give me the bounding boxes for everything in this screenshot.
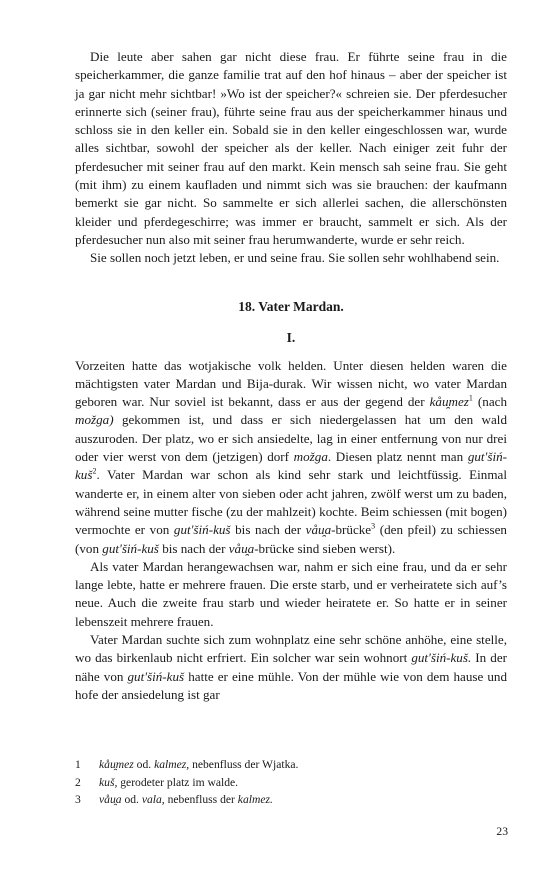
- chapter-title: 18. Vater Mardan.: [238, 298, 344, 314]
- term-gutsin-kus: gutʹšiń-kuš: [102, 540, 159, 556]
- term-gutsin-kus: gutʹšiń-kuš: [75, 449, 507, 483]
- term-vaua: våu̯a: [228, 540, 255, 556]
- paragraph-story-closing: Sie sollen noch jetzt leben, er und seine frau. Sie sollen sehr wohlhabend sein.: [90, 250, 500, 266]
- footnote-ref-2: 2: [92, 466, 97, 476]
- term-vaua: våu̯a: [305, 522, 332, 538]
- footnote-2: 2 kuš, gerodeter platz im walde.: [75, 775, 239, 789]
- page-number: 23: [496, 825, 508, 838]
- term-mozga: možga): [75, 412, 114, 428]
- term-kaumez: kåu̯mez: [429, 394, 469, 410]
- footnote-1: 1 kåu̯mez od. kalmez, nebenfluss der Wjatka.: [75, 758, 299, 771]
- footnote-3: 3 våu̯a od. vala, nebenfluss der kalmez.: [75, 793, 273, 807]
- paragraph-mardan-wives: Als vater Mardan herangewachsen war, nahm er sich eine frau, und da er sehr lange lebte, hatte er mehrere frauen. Die erste starb, und er verheiratete sich auf’s neue. Auch die zweite frau starb und wieder heiratete er. So hatte er in seiner lebenszeit mehrere frauen.: [75, 558, 507, 629]
- page-body: [75, 48, 507, 704]
- paragraph-mardan-intro: Vorzeiten hatte das wotjakische volk helden. Unter diesen helden waren die mächtigsten vater Mardan und Bija-durak. Wir wissen nicht, wo vater Mardan geboren war. Nur soviel ist bekannt, dass er aus der gegend der kåu̯mez$^1$ (nach možga) gekommen ist, und dass er sich niedergelassen hat um den wald auszuroden. Der platz, wo er sich ansiedelte, lag in einer entfernung von nur drei oder vier werst von dem (jetzigen) dorf možga. Diesen platz nennt man gutʹšiń-kuš$^2$. Vater Mardan war schon als kind sehr stark und leichtfüssig. Einmal wanderte er, in einem alter von sieben oder acht jahren, zwölf werst um zu baden, während seine mutter fische (zu der mahlzeit) kochte. Beim schiessen (mit bogen) vermochte er von gutʹšiń-kuš bis nach der våu̯a-brücke$^3$ (den pfeil) zu schiessen (von gutʹšiń-kuš bis nach der våu̯a-brücke sind sieben werst).: [75, 357, 507, 556]
- term-gutsin-kus: gutʹšiń-kuš: [173, 522, 231, 538]
- section-number: I.: [286, 329, 296, 345]
- paragraph-story-end: Die leute aber sahen gar nicht diese frau. Er führte seine frau in die speicherkammer, die ganze familie trat auf den hof hinaus – aber der speicher ist ja gar nicht mehr sichtbar! »Wo ist der speicher?« schreien sie. Der pferdesucher erinnerte sich (seiner frau), führte seine frau aus der speicherkammer hinaus und schloss sie in den keller ein. Sobald sie in den keller eingeschlossen war, wurde alles sichtbar, sowohl der speicher als der keller. Nach einiger zeit fuhr der pferdesucher mit seiner frau auf den markt. Kein mensch sah seine frau. Sie geht (mit ihm) zu einem kaufladen und nimmt sich was sie brauchen: der kaufmann bemerkt sie gar nicht. So sammelte er sich allerlei sachen, die allerschönsten kleider und pferdegeschirre; was immer er braucht, sammelt er sich. Als der pferdesucher nun also mit seiner frau herumwanderte, wurde er sehr reich.: [75, 49, 507, 247]
- footnote-ref-1: 1: [468, 393, 473, 403]
- paragraph-mardan-dwelling: Vater Mardan suchte sich zum wohnplatz eine sehr schöne anhöhe, eine stelle, wo das birkenlaub nicht erfriert. Ein solcher war sein wohnort gutʹšiń-kuš. In der nähe von gutʹšiń-kuš hatte er eine mühle. Von der mühle wie von dem hause und hofe der ansiedelung ist gar: [75, 632, 507, 702]
- term-gutsin-kus: gutʹšiń-kuš: [127, 668, 185, 684]
- footnotes: [75, 756, 507, 809]
- footnote-ref-3: 3: [371, 521, 376, 531]
- term-gutsin-kus: gutʹšiń-kuš.: [411, 650, 472, 666]
- term-mozga: možga: [293, 449, 328, 465]
